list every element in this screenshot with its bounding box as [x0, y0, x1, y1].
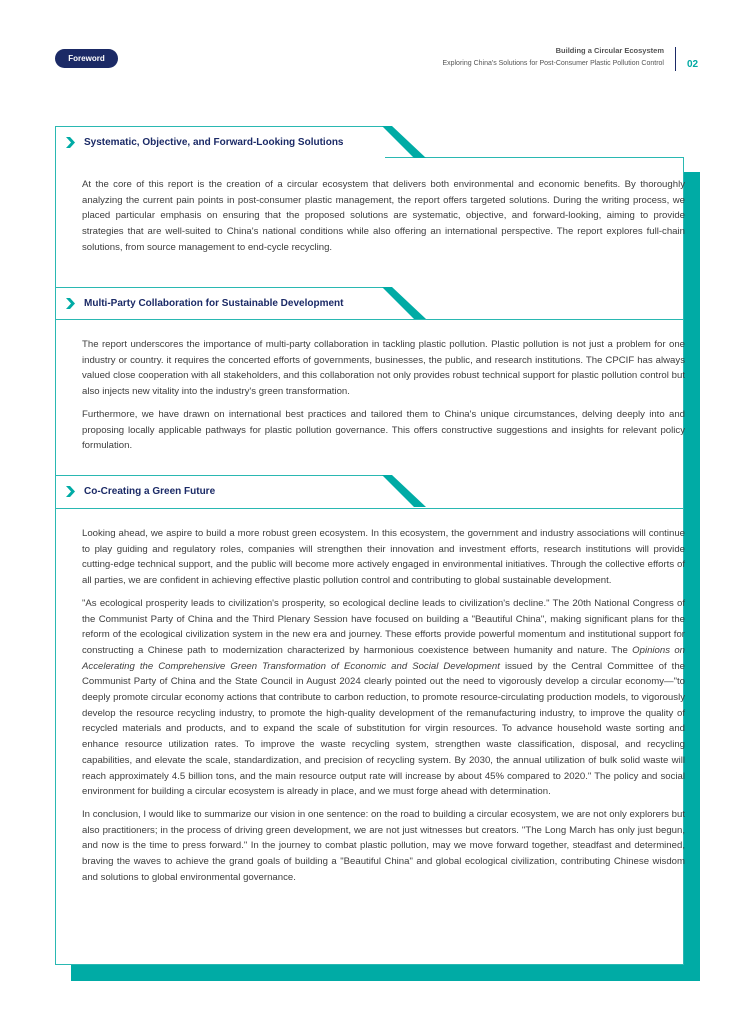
tab-stripe-decoration	[382, 475, 486, 508]
closing-paragraph: In conclusion, I would like to summarize our vision in one sentence: on the road to building a circular ecosystem, we are not only explorers but also practitioners; in the process of driving green development, we are not just witnesses but creators. "The Long March has only just begun, and now is the time to press forward." In the journey to combat plastic pollution, may we move forward together, steadfast and determined, braving the waves to achieve the grand goals of building a "Beautiful China" and global ecological civilization, contributing Chinese wisdom and solutions to global environmental governance.	[82, 808, 685, 883]
quote-text-continued: issued by the Central Committee of the Communist Party of China and the State Council in August 2024 clearly pointed out the need to vigorously develop a circular economy—"to deeply promote circular economy actions that contribute to carbon reduction, to promote resource-circulating production models, to vigorously develop the resource recycling industry, to promote the high-quality development of the remanufacturing industry, to improve the quality of recycled materials and products, and to expand the scale of substitution for virgin resources. To advance household waste sorting and enhance resource utilization rates. To improve the waste recycling system, strengthen waste classification, disposal, and recycling capabilities, and elevate the scale, standardization, and precision of recycling system. By 2030, the annual utilization of bulk solid waste will reach approximately 4.5 billion tons, and the main resource output rate will increase by about 45% compared to 2020." The policy and social environment for building a circular ecosystem is already in place, and we must forge ahead with determination.	[82, 660, 686, 798]
tab-stripe-decoration	[382, 287, 486, 320]
section-header-2	[55, 287, 385, 319]
quote-paragraph	[82, 596, 685, 800]
section-body-1	[82, 177, 685, 263]
paragraph: Looking ahead, we aspire to build a more robust green ecosystem. In this ecosystem, the government and industry associations will continue to play guiding and regulatory roles, companies will strengthen their innovation and investment efforts, research institutions will provide cutting-edge technical support, and the public will become more actively engaged in environmental initiatives. Through the collective efforts of all parties, we are confident in achieving effective plastic pollution control and contributing to global sustainable development.	[82, 528, 685, 587]
section-divider	[55, 508, 684, 509]
section-body-2	[82, 337, 685, 461]
paragraph: The report underscores the importance of multi-party collaboration in tackling plastic pollution. Plastic pollution is not just a problem for one industry or country. it requires the concerted efforts of governments, businesses, the public, and research institutions. The CPCIF has always valued close cooperation with all stakeholders, and this collaboration not only provides robust technical support for plastic pollution control but also injects new vitality into the industry's green transformation.	[82, 339, 685, 398]
tab-stripe-decoration	[382, 126, 486, 159]
chevron-right-icon	[66, 137, 75, 148]
paragraph: At the core of this report is the creation of a circular ecosystem that delivers both environmental and economic benefits. By thoroughly analyzing the current pain points in post-consumer plastic management, the report offers targeted solutions. During the writing process, we placed particular emphasis on ensuring that the proposed solutions are systematic, objective, and forward-looking, aiming to provide strategies that are well-suited to China's national conditions while also offering an international perspective. The report explores full-chain solutions, from source management to end-cycle recycling.	[82, 179, 685, 253]
document-title: Opinions on Accelerating the Comprehensive Green Transformation of Economic and Social Development	[82, 644, 686, 672]
page-number: 02	[687, 59, 699, 70]
section-badge: Foreword	[55, 49, 118, 68]
section-divider	[55, 319, 684, 320]
report-title: Building a Circular Ecosystem	[555, 46, 664, 55]
section-body-3	[82, 526, 685, 892]
section-header-3	[55, 475, 385, 507]
section-header-1	[55, 126, 385, 158]
header-divider	[675, 47, 676, 71]
chevron-right-icon	[66, 298, 75, 309]
section-title: Multi-Party Collaboration for Sustainable Development	[84, 298, 344, 309]
quote-text: "As ecological prosperity leads to civilization's prosperity, so ecological decline leads to civilization's decline." The 20th National Congress of the Communist Party of China and the Third Plenary Session have focused on building a "Beautiful China", making significant plans for the reform of the ecological civilization system in the new era and journey. These efforts provide powerful momentum and institutional support for constructing a Chinese path to modernization characterized by harmonious coexistence between humanity and nature. The	[82, 597, 685, 656]
chevron-right-icon	[66, 486, 75, 497]
section-title: Co-Creating a Green Future	[84, 486, 216, 497]
paragraph: Furthermore, we have drawn on international best practices and tailored them to China's unique circumstances, delving deeply into and proposing locally applicable pathways for plastic pollution governance. This offers constructive suggestions and insights for relevant policy formulation.	[82, 408, 685, 452]
report-subtitle: Exploring China's Solutions for Post-Consumer Plastic Pollution Control	[442, 60, 664, 67]
section-title: Systematic, Objective, and Forward-Looking Solutions	[84, 137, 344, 148]
